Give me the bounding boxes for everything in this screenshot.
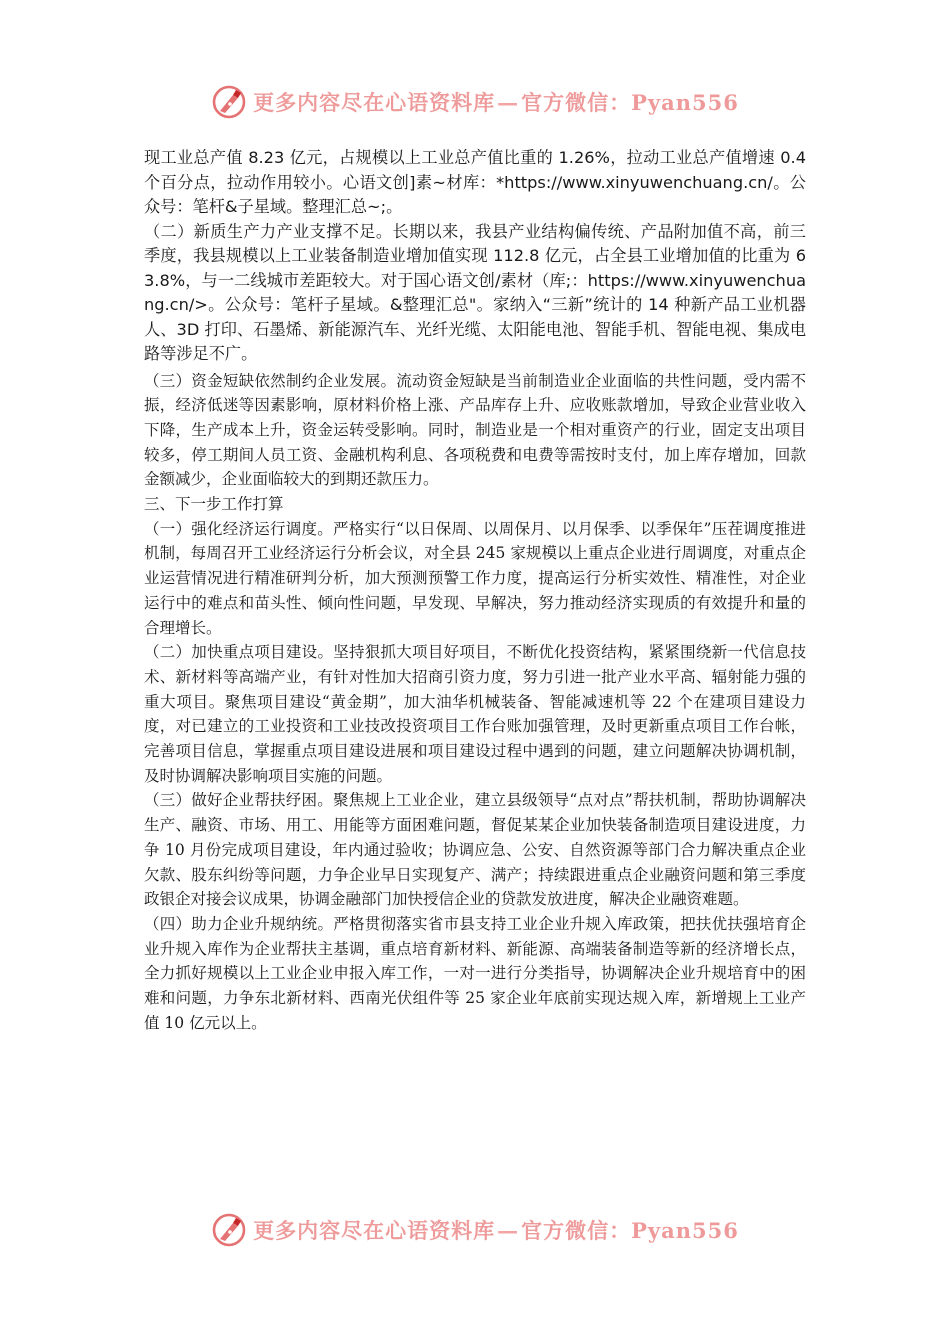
watermark-text: [253, 87, 739, 117]
paragraph-industrial-output: 现工业总产值 8.23 亿元，占规模以上工业总产值比重的 1.26%，拉动工业总产值增速 0.4 个百分点，拉动作用较小。心语文创]素~材库：*https://www.xinyuwenchuang.cn/。公众号：笔杆&子星域。整理汇总~;。: [144, 148, 806, 216]
watermark-separator: —: [497, 90, 520, 115]
paragraph-funding-shortage: （三）资金短缺依然制约企业发展。流动资金短缺是当前制造业企业面临的共性问题，受内需不振，经济低迷等因素影响，原材料价格上涨、产品库存上升、应收账款增加，导致企业营业收入下降，生产成本上升，资金运转受影响。同时，制造业是一个相对重资产的行业，固定支出项目较多，停工期间人员工资、金融机构利息、各项税费和电费等需按时支付，加上库存增加，回款金额减少，企业面临较大的到期还款压力。: [144, 371, 806, 489]
document-body: [144, 146, 806, 1035]
section-heading-next-steps: 三、下一步工作打算: [144, 495, 284, 514]
paragraph-enterprise-upgrade: （四）助力企业升规纳统。严格贯彻落实省市县支持工业企业升规入库政策，把扶优扶强培育企业升规入库作为企业帮扶主基调，重点培育新材料、新能源、高端装备制造等新的经济增长点，全力抓好规模以上工业企业申报入库工作，一对一进行分类指导，协调解决企业升规培育中的困难和问题，力争东北新材料、西南光伏组件等 25 家企业年底前实现达规入库，新增规上工业产值 10 亿元以上。: [144, 914, 806, 1032]
watermark-wechat-id: Pyan556: [631, 1218, 739, 1243]
watermark-wechat-id: Pyan556: [631, 90, 739, 115]
pen-nib-circle-icon: [211, 84, 247, 120]
watermark-official-label: 官方微信：: [521, 90, 632, 115]
watermark-main-text: 更多内容尽在心语资料库: [253, 90, 496, 115]
header-watermark-banner: [0, 82, 950, 122]
watermark-main-text: 更多内容尽在心语资料库: [253, 1218, 496, 1243]
paragraph-new-productivity: （二）新质生产力产业支撑不足。长期以来，我县产业结构偏传统、产品附加值不高，前三季度，我县规模以上工业装备制造业增加值实现 112.8 亿元，占全县工业增加值的比重为 63.8%，与一二线城市差距较大。对于国心语文创/素材（库;：https://www.xinyuwenchuang.cn/>。公众号：笔杆子星域。&整理汇总"。家纳入“三新”统计的 14 种新产品工业机器人、3D 打印、石墨烯、新能源汽车、光纤光缆、太阳能电池、智能手机、智能电视、集成电路等涉足不广。: [144, 221, 806, 363]
paragraph-enterprise-assistance: （三）做好企业帮扶纾困。聚焦规上工业企业，建立县级领导“点对点”帮扶机制，帮助协调解决生产、融资、市场、用工、用能等方面困难问题，督促某某企业加快装备制造项目建设进度，力争 10 月份完成项目建设，年内通过验收；协调应急、公安、自然资源等部门合力解决重点企业欠款、股东纠纷等问题，力争企业早日实现复产、满产；持续跟进重点企业融资问题和第三季度政银企对接会议成果，协调金融部门加快授信企业的贷款发放进度，解决企业融资难题。: [144, 791, 806, 909]
watermark-separator: —: [497, 1218, 520, 1243]
footer-watermark-banner: [0, 1210, 950, 1250]
paragraph-economic-scheduling: （一）强化经济运行调度。严格实行“以日保周、以周保月、以月保季、以季保年”压茬调度推进机制，每周召开工业经济运行分析会议，对全县 245 家规模以上重点企业进行周调度，对重点企业运营情况进行精准研判分析，加大预测预警工作力度，提高运行分析实效性、精准性，对企业运行中的难点和苗头性、倾向性问题，早发现、早解决，努力推动经济实现质的有效提升和量的合理增长。: [144, 519, 806, 637]
watermark-text: [253, 1215, 739, 1245]
paragraph-key-projects: （二）加快重点项目建设。坚持狠抓大项目好项目，不断优化投资结构，紧紧围绕新一代信息技术、新材料等高端产业，有针对性加大招商引资力度，努力引进一批产业水平高、辐射能力强的重大项目。聚焦项目建设“黄金期”，加大油华机械装备、智能减速机等 22 个在建项目建设力度，对已建立的工业投资和工业技改投资项目工作台账加强管理，及时更新重点项目工作台帐，完善项目信息，掌握重点项目建设进展和项目建设过程中遇到的问题，建立问题解决协调机制，及时协调解决影响项目实施的问题。: [144, 643, 806, 785]
pen-nib-circle-icon: [211, 1212, 247, 1248]
watermark-official-label: 官方微信：: [521, 1218, 632, 1243]
